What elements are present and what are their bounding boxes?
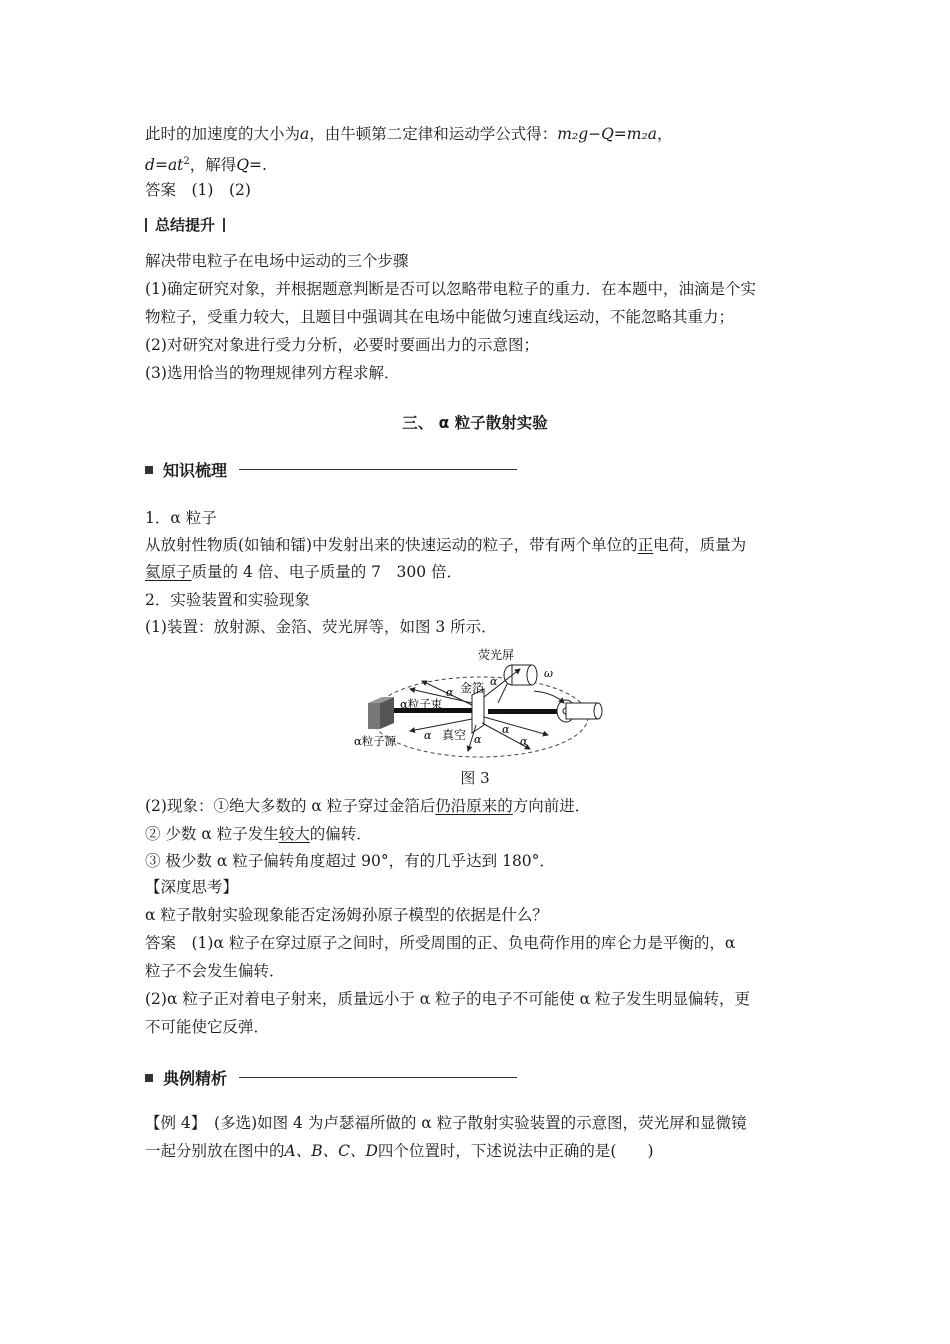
variable: Q bbox=[236, 156, 250, 175]
text: 方向前进． bbox=[512, 797, 591, 815]
microscope-axis bbox=[488, 709, 560, 714]
text: 一起分别放在图中的 bbox=[145, 1142, 285, 1160]
underlined-answer: 正 bbox=[637, 536, 654, 554]
label-alpha: α bbox=[490, 675, 498, 688]
formula: m₂g−Q=m₂a bbox=[557, 125, 657, 143]
text: 四个位置时，下述说法中正确的是( ) bbox=[377, 1142, 654, 1160]
summary-heading bbox=[145, 215, 225, 235]
text: 从放射性物质(如铀和镭)中发射出来的快速运动的粒子，带有两个单位的 bbox=[145, 536, 638, 554]
example-line bbox=[145, 1141, 654, 1161]
label-source: α粒子源 bbox=[354, 734, 397, 748]
summary-p1-cont: 物粒子，受重力较大，且题目中强调其在电场中能做匀速直线运动，不能忽略其重力； bbox=[145, 308, 735, 326]
deep-question: α 粒子散射实验现象能否定汤姆孙原子模型的依据是什么？ bbox=[145, 906, 548, 924]
knowledge-heading-text: 知识梳理 bbox=[163, 461, 228, 480]
text: 的偏转． bbox=[309, 825, 372, 843]
example-line: 【例 4】 (多选)如图 4 为卢瑟福所做的 α 粒子散射实验装置的示意图，荧光屏和显微镜 bbox=[145, 1114, 747, 1132]
label-vacuum: 真空 bbox=[442, 728, 467, 742]
deep-thinking-heading: 【深度思考】 bbox=[145, 878, 239, 896]
microscope bbox=[557, 700, 602, 722]
heading-bar bbox=[223, 218, 225, 232]
section-title: 三、 α 粒子散射实验 bbox=[402, 414, 548, 432]
label-alpha: α bbox=[446, 686, 454, 699]
position-letters: A、B、C、D bbox=[284, 1142, 378, 1160]
text: (2)现象：①绝大多数的 α 粒子穿过金箔后 bbox=[145, 797, 436, 815]
label-omega: ω bbox=[544, 667, 553, 680]
underlined-answer: 氦原子 bbox=[145, 563, 192, 581]
text: ② 少数 α 粒子发生 bbox=[145, 825, 279, 843]
item-2-device: (1)装置：放射源、金箔、荧光屏等，如图 3 所示． bbox=[145, 618, 497, 636]
formula: at bbox=[167, 156, 184, 175]
summary-title: 解决带电粒子在电场中运动的三个步骤 bbox=[145, 252, 409, 270]
superscript: 2 bbox=[183, 156, 190, 167]
item-1-text-cont bbox=[145, 562, 462, 582]
heading-rule bbox=[239, 1077, 517, 1078]
answer-line: 答案 (1) (2) bbox=[145, 181, 251, 199]
text: 质量的 4 倍、电子质量的 7 300 倍． bbox=[191, 563, 463, 581]
heading-rule bbox=[239, 469, 517, 470]
square-icon bbox=[145, 1074, 153, 1082]
alpha-scattering-diagram bbox=[350, 645, 610, 765]
deep-answer: 答案 (1)α 粒子在穿过原子之间时，所受周围的正、负电荷作用的库仑力是平衡的，α bbox=[145, 934, 736, 952]
text-line bbox=[145, 124, 672, 144]
item-2-title: 2．实验装置和实验现象 bbox=[145, 591, 310, 609]
phenomenon-3: ③ 极少数 α 粒子偏转角度超过 90°，有的几乎达到 180°． bbox=[145, 852, 555, 870]
variable: a bbox=[300, 125, 310, 143]
text: ，解得 bbox=[189, 156, 237, 175]
item-1-title: 1．α 粒子 bbox=[145, 509, 217, 527]
summary-p1: (1)确定研究对象，并根据题意判断是否可以忽略带电粒子的重力．在本题中，油滴是个实 bbox=[145, 280, 756, 298]
text-line bbox=[145, 152, 267, 175]
figure-caption: 图 3 bbox=[460, 769, 490, 787]
example-heading bbox=[145, 1066, 517, 1089]
phenomenon-2 bbox=[145, 824, 372, 844]
variable: d bbox=[145, 156, 155, 175]
text: = bbox=[154, 156, 168, 175]
label-alpha: α bbox=[520, 735, 528, 748]
gold-foil bbox=[472, 689, 484, 733]
square-icon bbox=[145, 466, 153, 474]
heading-bar bbox=[145, 218, 147, 232]
summary-heading-text: 总结提升 bbox=[155, 216, 216, 234]
underlined-answer: 仍沿原来的 bbox=[435, 797, 513, 815]
summary-p3: (3)选用恰当的物理规律列方程求解． bbox=[145, 364, 400, 382]
example-heading-text: 典例精析 bbox=[163, 1069, 228, 1088]
text: 电荷，质量为 bbox=[653, 536, 747, 554]
deep-answer: 粒子不会发生偏转． bbox=[145, 962, 285, 980]
text: ， bbox=[656, 125, 673, 143]
underlined-answer: 较大 bbox=[278, 825, 310, 843]
phenomenon-1 bbox=[145, 796, 590, 816]
label-alpha: α bbox=[474, 733, 482, 746]
rotation-arrow bbox=[534, 691, 564, 703]
label-alpha: α bbox=[502, 723, 510, 736]
item-1-text bbox=[145, 535, 746, 555]
label-alpha: α bbox=[424, 729, 432, 742]
text: 此时的加速度的大小为 bbox=[145, 125, 301, 143]
summary-p2: (2)对研究对象进行受力分析，必要时要画出力的示意图； bbox=[145, 336, 539, 354]
text: =. bbox=[249, 156, 267, 175]
label-beam: α粒子束 bbox=[400, 697, 443, 711]
deep-answer: 不可能使它反弹． bbox=[145, 1018, 270, 1036]
text: ，由牛顿第二定律和运动学公式得： bbox=[309, 125, 558, 143]
source-box bbox=[368, 697, 394, 729]
label-screen: 荧光屏 bbox=[478, 648, 515, 662]
deep-answer: (2)α 粒子正对着电子射来，质量远小于 α 粒子的电子不可能使 α 粒子发生明显偏转，更 bbox=[145, 990, 750, 1008]
knowledge-heading bbox=[145, 458, 517, 481]
label-foil: 金箔 bbox=[460, 681, 485, 695]
